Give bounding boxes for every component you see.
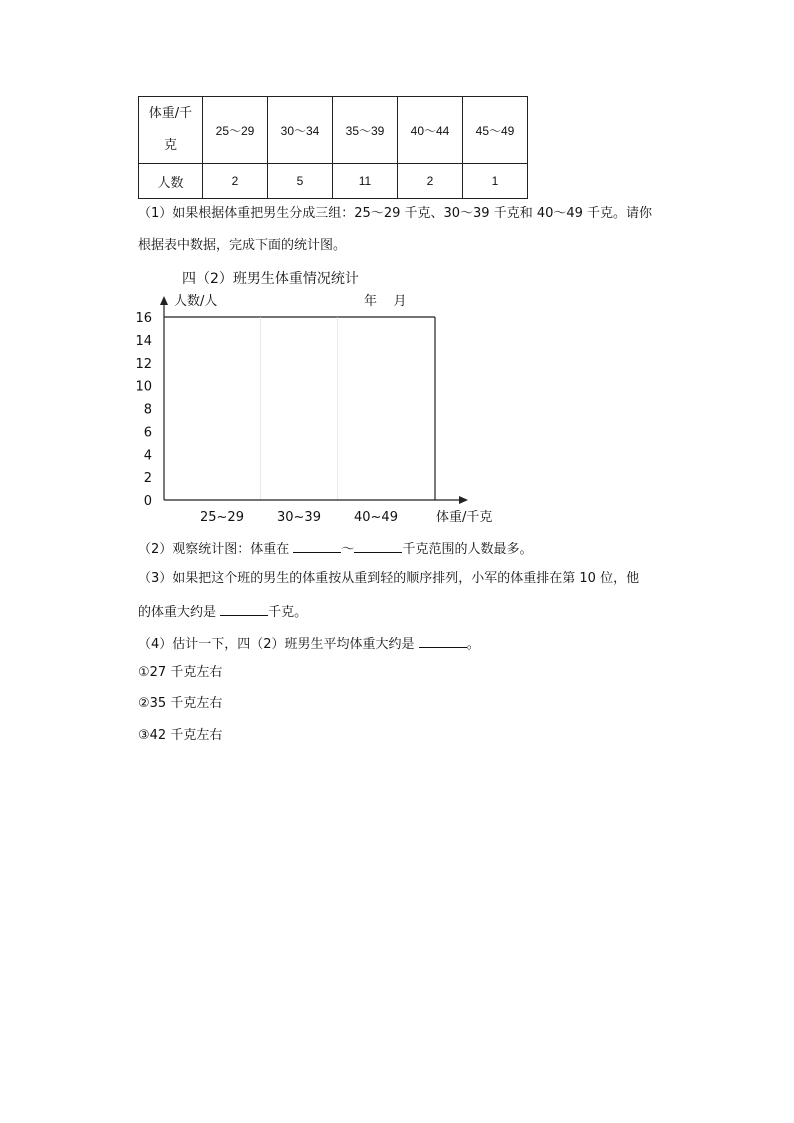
x-tick-label: 30~39 — [277, 510, 321, 525]
x-tick-labels — [200, 510, 398, 525]
count-cell: 11 — [333, 164, 398, 199]
answer-blank-weight[interactable] — [220, 601, 268, 616]
question-4-prefix: （4）估计一下，四（2）班男生平均体重大约是 — [138, 637, 415, 652]
question-1-line-1: （1）如果根据体重把男生分成三组：25～29 千克、30～39 千克和 40～49 千克。请你 — [138, 206, 653, 221]
y-tick-label: 10 — [135, 379, 152, 395]
y-tick-label: 16 — [135, 311, 152, 326]
option-1: ①27 千克左右 — [138, 665, 223, 680]
x-axis-label: 体重/千克 — [436, 510, 493, 525]
x-axis-arrow — [459, 496, 468, 504]
count-cell: 1 — [463, 164, 528, 199]
y-tick-label: 12 — [135, 356, 152, 372]
table-row-weight — [139, 97, 528, 164]
question-4-suffix: 。 — [466, 637, 480, 652]
question-2-sep: ～ — [341, 542, 355, 557]
question-1-line-2: 根据表中数据，完成下面的统计图。 — [138, 238, 347, 253]
y-tick-label: 14 — [135, 333, 152, 349]
weight-table — [138, 96, 528, 199]
question-2-prefix: （2）观察统计图：体重在 — [138, 542, 290, 557]
y-tick-label: 4 — [143, 448, 152, 464]
question-3-prefix: 的体重大约是 — [138, 605, 217, 620]
question-3-line-1: （3）如果把这个班的男生的体重按从重到轻的顺序排列，小军的体重排在第 10 位，他 — [138, 571, 640, 586]
chart-title: 四（2）班男生体重情况统计 — [182, 271, 359, 287]
weight-header-line1: 体重/千 — [148, 106, 193, 121]
option-2: ②35 千克左右 — [138, 696, 223, 711]
range-cell: 30～34 — [268, 97, 333, 164]
answer-blank-max[interactable] — [354, 538, 402, 553]
y-tick-label: 6 — [143, 425, 152, 441]
y-tick-label: 0 — [143, 494, 152, 509]
y-tick-label: 2 — [143, 471, 152, 487]
chart-grid — [164, 317, 435, 500]
y-axis-label: 人数/人 — [174, 294, 218, 309]
range-cell: 35～39 — [333, 97, 398, 164]
question-2-suffix: 千克范围的人数最多。 — [402, 542, 533, 557]
date-label: 年 月 — [364, 294, 407, 309]
x-tick-label: 25~29 — [200, 510, 244, 525]
x-tick-label: 40~49 — [354, 510, 398, 525]
y-axis-arrow — [160, 296, 168, 305]
question-3-line-2 — [138, 601, 307, 622]
answer-blank-average[interactable] — [419, 633, 467, 648]
weight-header-cell — [139, 97, 203, 164]
question-3-suffix: 千克。 — [268, 605, 308, 620]
table-row-count — [139, 164, 528, 199]
range-cell: 40～44 — [398, 97, 463, 164]
answer-blank-min[interactable] — [293, 538, 341, 553]
bar-chart — [130, 262, 510, 530]
count-cell: 2 — [398, 164, 463, 199]
y-tick-label: 8 — [143, 402, 152, 418]
option-3: ③42 千克左右 — [138, 728, 223, 743]
y-tick-labels — [135, 311, 152, 509]
question-2 — [138, 538, 532, 559]
count-cell: 5 — [268, 164, 333, 199]
count-cell: 2 — [203, 164, 268, 199]
range-cell: 25～29 — [203, 97, 268, 164]
weight-header-line2: 克 — [163, 138, 177, 153]
count-header-cell: 人数 — [139, 164, 203, 199]
question-4 — [138, 633, 480, 654]
range-cell: 45～49 — [463, 97, 528, 164]
